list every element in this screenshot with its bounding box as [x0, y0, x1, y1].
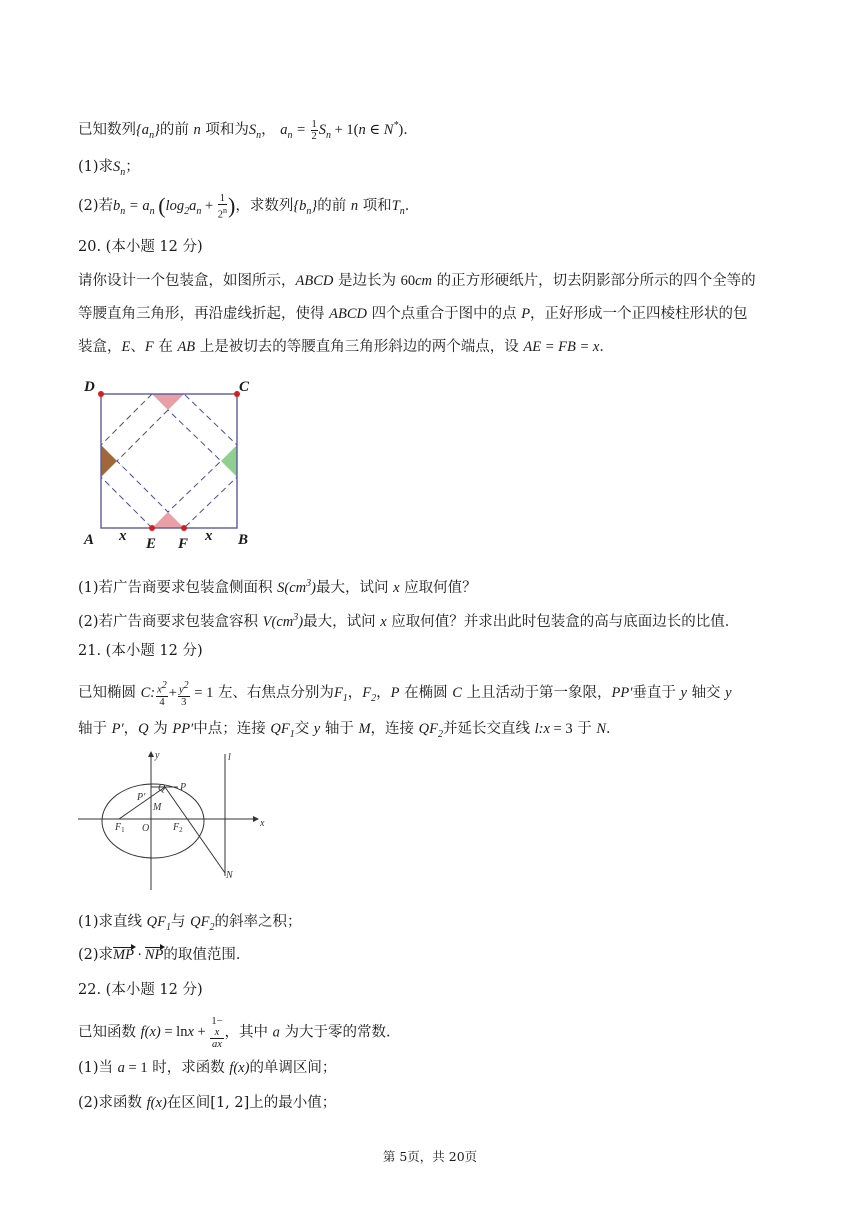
- label-a: A: [84, 532, 95, 548]
- label-f2: $F_2$: [173, 822, 183, 834]
- right-cut-triangle: [221, 445, 237, 477]
- q19-part1: (1)求$S_n$；: [78, 159, 140, 178]
- q20-line1: 请你设计一个包装盒，如图所示，ABCD 是边长为 60cm 的正方形硬纸片，切去阴影部分所示的四个全等的: [78, 273, 756, 289]
- top-cut-triangle: [152, 394, 184, 410]
- q20-part1: (1)若广告商要求包装盒侧面积 $S(cm^3)$最大，试问 x 应取何值？: [78, 578, 477, 596]
- q20-header: 20. (本小题 12 分): [78, 239, 203, 255]
- fold-lines: [101, 394, 237, 528]
- label-p-prime: P′: [137, 792, 146, 803]
- label-m: M: [153, 802, 162, 813]
- q21-line1: 已知椭圆 C: $\frac{x^2}{4}$ + $\frac{y^2}{3}$ = 1 左、右焦点分别为$F_1$，$F_2$，P 在椭圆 C 上且活动于第一象限，PP′垂直于 y 轴交 y: [78, 680, 732, 708]
- label-y: y: [155, 750, 160, 761]
- ellipse-figure: [78, 746, 274, 894]
- bottom-cut-triangle: [152, 512, 184, 528]
- square-abcd: [101, 394, 237, 528]
- label-f: F: [178, 536, 189, 552]
- left-cut-triangle: [101, 445, 117, 477]
- label-o: O: [142, 823, 150, 834]
- label-d: D: [84, 379, 95, 395]
- q20-line2: 等腰直角三角形，再沿虚线折起，使得 ABCD 四个点重合于图中的点 P，正好形成一个正四棱柱形状的包: [78, 306, 748, 322]
- label-e: E: [146, 536, 157, 552]
- box-net-figure: [78, 372, 260, 554]
- q19-part2: (2)若$b_n = a_n$ ($\log_2a_n$ + $\frac{1}{2^n}$ )，求数列$\{b_n\}$的前 n 项和$T_n$．: [78, 193, 420, 221]
- label-q: Q: [158, 783, 166, 794]
- label-f1: $F_1$: [115, 822, 125, 834]
- q20-line3: 装盒，E、F 在 AB 上是被切去的等腰直角三角形斜边的两个端点，设 AE = FB = x．: [78, 339, 614, 355]
- q22-part1: (1)当 a = 1 时，求函数 f(x)的单调区间；: [78, 1060, 337, 1076]
- label-x-right: x: [205, 528, 213, 544]
- label-n: N: [226, 870, 233, 881]
- label-l: l: [228, 752, 231, 763]
- point-f: [181, 525, 187, 531]
- q20-part2: (2)若广告商要求包装盒容积 $V(cm^3)$最大，试问 x 应取何值？并求出此时包装盒的高与底面边长的比值．: [78, 612, 740, 630]
- label-b: B: [238, 532, 249, 548]
- q21-part1: (1)求直线 $QF_1$与 $QF_2$的斜率之积；: [78, 914, 302, 933]
- label-x-left: x: [119, 528, 127, 544]
- page-footer: 第 5页，共 20页: [382, 1149, 478, 1164]
- q22-part2: (2)求函数 f(x)在区间[1, 2]上的最小值；: [78, 1095, 337, 1111]
- q22-header: 22. (本小题 12 分): [78, 982, 203, 998]
- q19-intro: 已知数列$\{a_n\}$的前 n 项和为$S_n$， $a_n$ = $\frac{1}{2}$ $S_n + 1(n$ ∈ N*)．: [78, 119, 418, 142]
- q21-line2: 轴于 P′，Q 为 PP′中点；连接 $QF_1$交 y 轴于 M，连接 $QF_2$并延长交直线 l:x = 3 于 N．: [78, 721, 621, 740]
- label-p: P: [180, 782, 187, 793]
- point-d: [98, 391, 104, 397]
- q21-header: 21. (本小题 12 分): [78, 643, 203, 659]
- q21-part2: (2)求MP · NP的取值范围．: [78, 947, 251, 963]
- label-c: C: [239, 379, 250, 395]
- point-e: [149, 525, 155, 531]
- q22-line1: 已知函数 f(x) = lnx + 1− x ax ，其中 a 为大于零的常数．: [78, 1016, 401, 1050]
- label-x: x: [260, 818, 265, 829]
